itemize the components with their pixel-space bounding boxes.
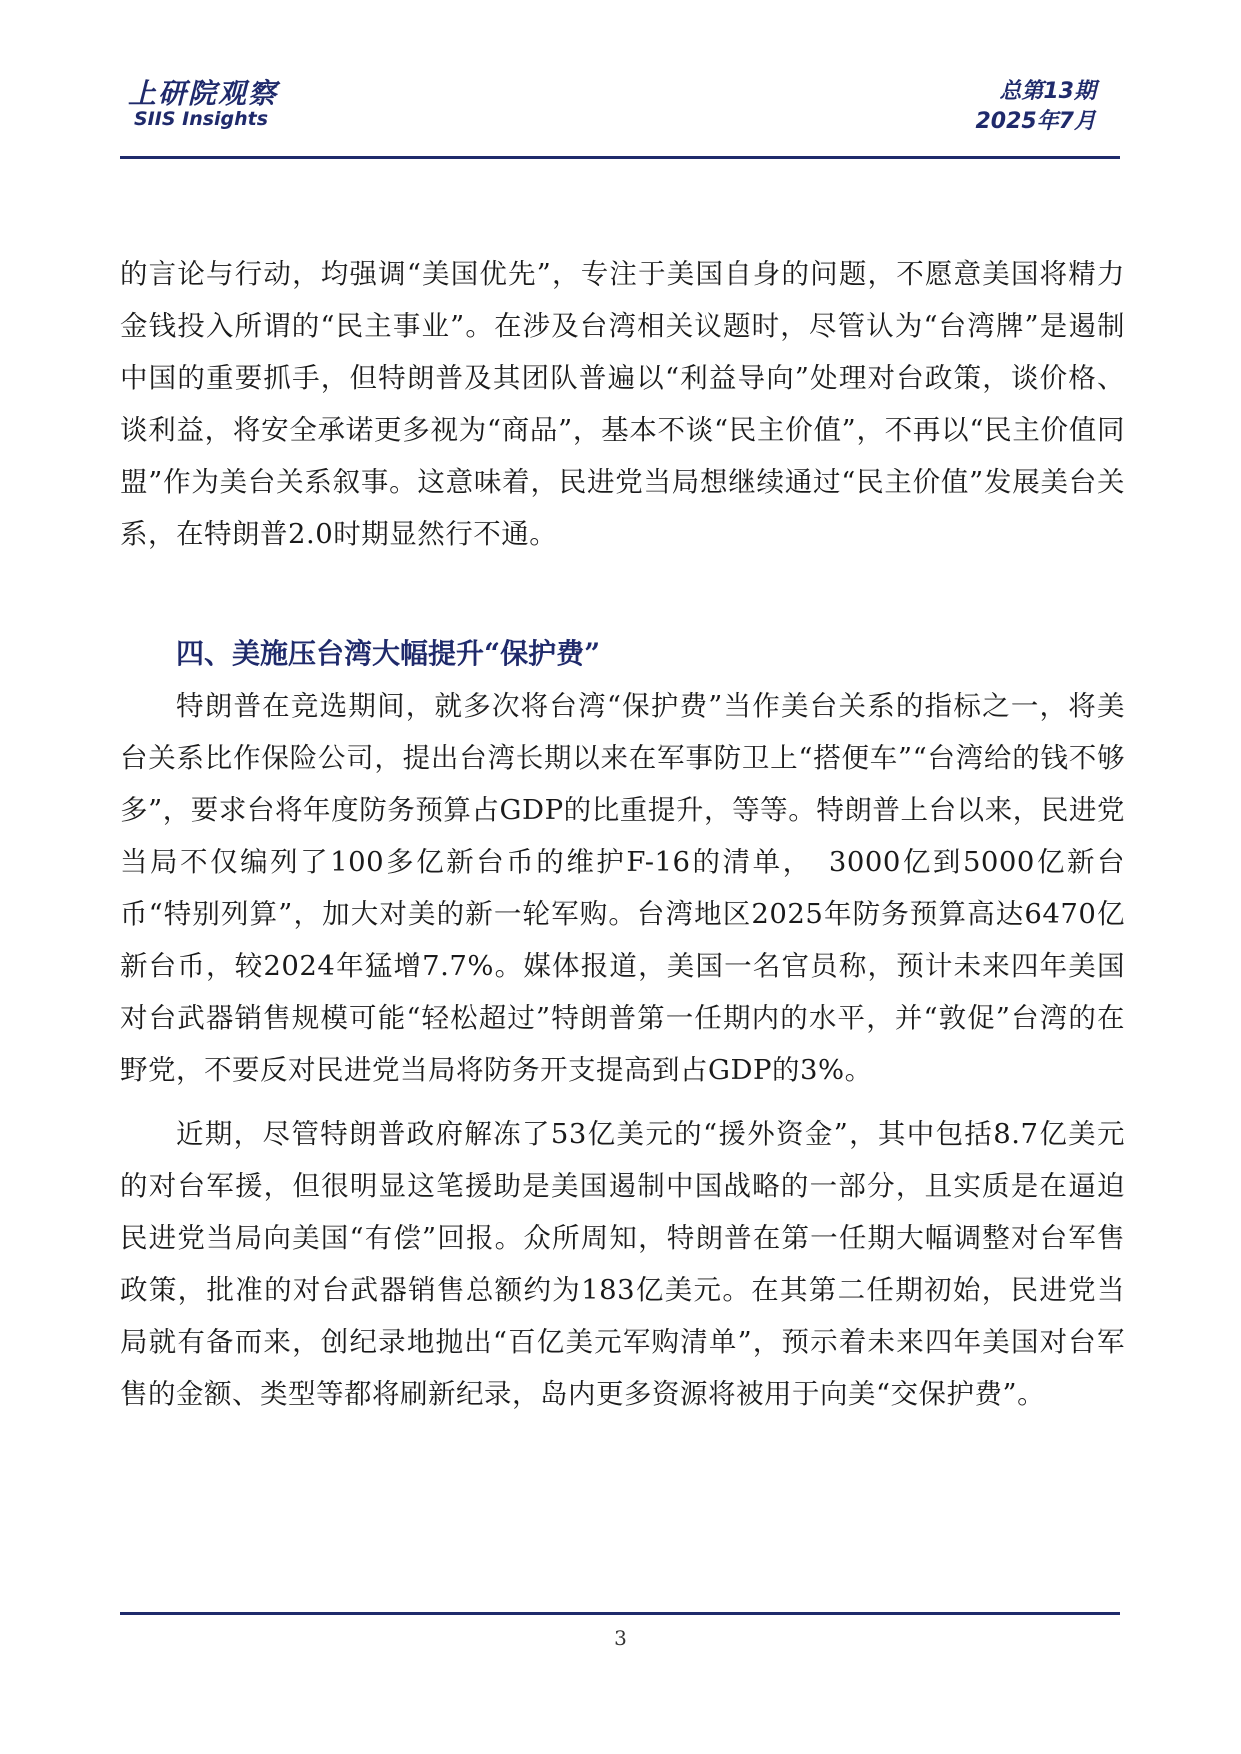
page-header xyxy=(120,68,1120,158)
paragraph-1: 的言论与行动，均强调“美国优先”，专注于美国自身的问题，不愿意美国将精力金钱投入所谓的“民主事业”。在涉及台湾相关议题时，尽管认为“台湾牌”是遏制中国的重要抓手，但特朗普及其团队普遍以“利益导向”处理对台政策，谈价格、谈利益，将安全承诺更多视为“商品”，基本不谈“民主价值”，不再以“民主价值同盟”作为美台关系叙事。这意味着，民进党当局想继续通过“民主价值”发展美台关系，在特朗普2.0时期显然行不通。 xyxy=(120,258,1125,550)
article-body xyxy=(120,248,1125,1420)
paragraph-2: 特朗普在竞选期间，就多次将台湾“保护费”当作美台关系的指标之一，将美台关系比作保险公司，提出台湾长期以来在军事防卫上“搭便车”“台湾给的钱不够多”，要求台将年度防务预算占GDP的比重提升，等等。特朗普上台以来，民进党当局不仅编列了100多亿新台币的维护F-16的清单， 3000亿到5000亿新台币“特别列算”，加大对美的新一轮军购。台湾地区2025年防务预算高达6470亿新台币，较2024年猛增7.7%。媒体报道，美国一名官员称，预计未来四年美国对台武器销售规模可能“轻松超过”特朗普第一任期内的水平，并“敦促”台湾的在野党，不要反对民进党当局将防务开支提高到占GDP的3%。 xyxy=(120,690,1125,1086)
brand-title-en: SIIS Insights xyxy=(134,108,269,130)
footer-divider xyxy=(120,1612,1120,1615)
brand-title-cn: 上研院观察 xyxy=(128,77,279,110)
page-number: 3 xyxy=(614,1626,627,1650)
section-heading: 四、美施压台湾大幅提升“保护费” xyxy=(176,637,601,670)
paragraph-3: 近期，尽管特朗普政府解冻了53亿美元的“援外资金”，其中包括8.7亿美元的对台军援，但很明显这笔援助是美国遏制中国战略的一部分，且实质是在逼迫民进党当局向美国“有偿”回报。众所周知，特朗普在第一任期大幅调整对台军售政策，批准的对台武器销售总额约为183亿美元。在其第二任期初始，民进党当局就有备而来，创纪录地抛出“百亿美元军购清单”，预示着未来四年美国对台军售的金额、类型等都将刷新纪录，岛内更多资源将被用于向美“交保护费”。 xyxy=(120,1118,1125,1410)
issue-number: 总第13期 xyxy=(999,79,1096,104)
issue-date: 2025年7月 xyxy=(975,109,1096,134)
header-divider xyxy=(120,156,1120,159)
